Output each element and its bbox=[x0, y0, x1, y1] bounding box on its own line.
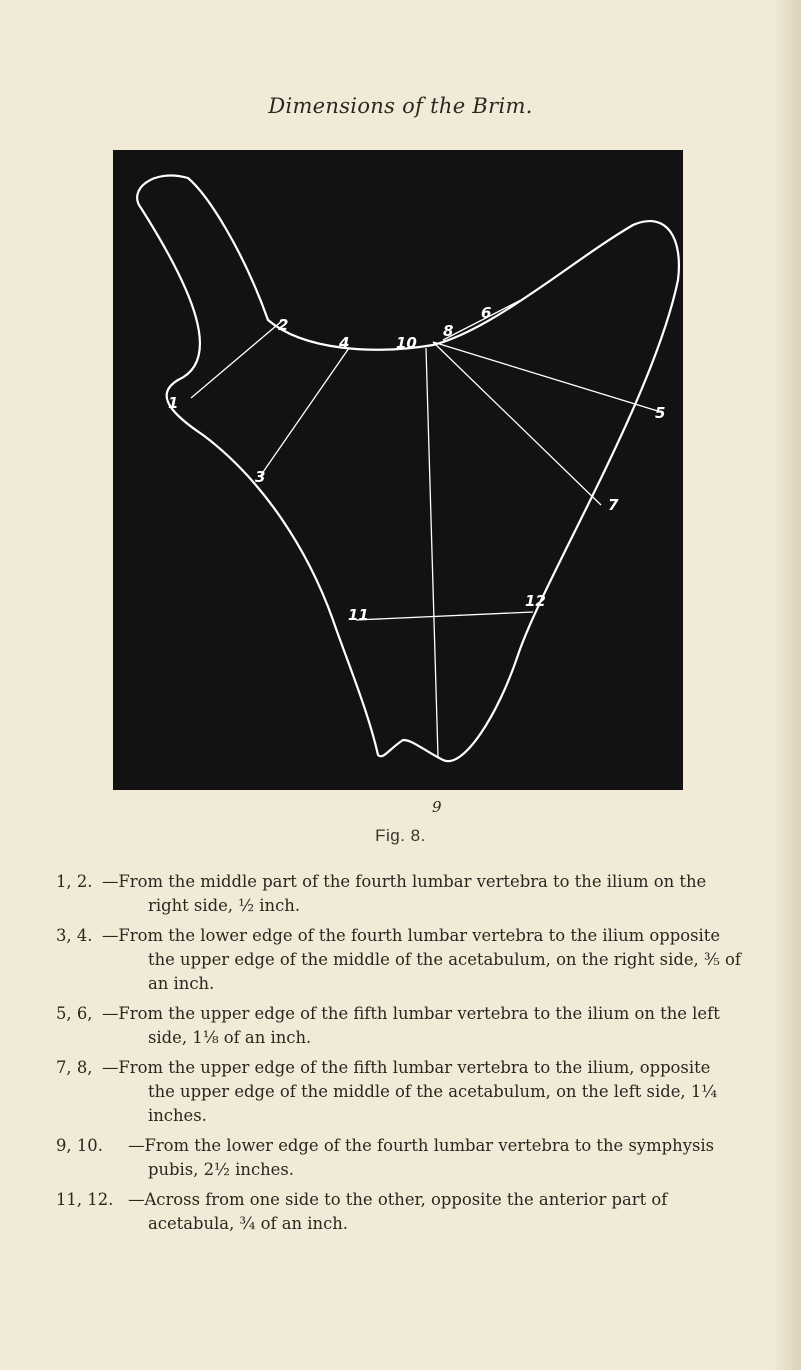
legend-entry: 1, 2. —From the middle part of the fourth lumbar vertebra to the ilium on the right side, ½ inch. bbox=[56, 872, 707, 915]
label-7: 7 bbox=[608, 496, 619, 514]
legend-entry: 7, 8, —From the upper edge of the fifth lumbar vertebra to the ilium, opposite the upper edge of the middle of the acetabulum, on the left side, 1¼ inches. bbox=[56, 1058, 718, 1125]
line-7-8 bbox=[433, 342, 601, 505]
label-6: 6 bbox=[481, 304, 492, 322]
line-11-12 bbox=[356, 612, 533, 620]
label-5: 5 bbox=[655, 404, 666, 422]
entry-text: —From the middle part of the fourth lumbar vertebra to the ilium on the right side, ½ inch. bbox=[102, 872, 707, 915]
pelvic-brim-diagram bbox=[113, 150, 683, 790]
entry-number: 11, 12. bbox=[56, 1190, 114, 1209]
entry-text: —Across from one side to the other, opposite the anterior part of acetabula, ¾ of an inch. bbox=[128, 1190, 668, 1233]
line-1-2 bbox=[191, 320, 283, 398]
label-4: 4 bbox=[339, 334, 350, 352]
entry-text: —From the upper edge of the fifth lumbar vertebra to the ilium, opposite the upper edge of the middle of the acetabulum, on the left side, 1¼ inches. bbox=[102, 1058, 718, 1125]
label-12: 12 bbox=[525, 592, 546, 610]
measurement-lines bbox=[191, 300, 661, 757]
entry-text: —From the lower edge of the fourth lumbar vertebra to the symphysis pubis, 2½ inches. bbox=[128, 1136, 715, 1179]
label-10: 10 bbox=[396, 334, 417, 352]
brim-outline bbox=[137, 175, 679, 761]
label-1: 1 bbox=[168, 394, 179, 412]
entry-text: —From the upper edge of the fifth lumbar vertebra to the ilium on the left side, 1⅛ of an inch. bbox=[102, 1004, 720, 1047]
label-8: 8 bbox=[443, 322, 454, 340]
running-head: Dimensions of the Brim. bbox=[268, 94, 533, 118]
figure-plate bbox=[113, 150, 683, 790]
legend-entry bbox=[56, 1134, 742, 1182]
page-edge-shadow bbox=[773, 0, 801, 1370]
label-11: 11 bbox=[348, 606, 369, 624]
line-9-10 bbox=[426, 348, 438, 757]
entry-number: 9, 10. bbox=[56, 1136, 103, 1155]
entry-text: —From the lower edge of the fourth lumbar vertebra to the ilium opposite the upper edge of the middle of the acetabulum, on the right side, ⅗ of an inch. bbox=[102, 926, 741, 993]
legend-entry: 5, 6, —From the upper edge of the fifth lumbar vertebra to the ilium on the left side, 1⅛ of an inch. bbox=[56, 1004, 720, 1047]
legend-entry: 3, 4. —From the lower edge of the fourth lumbar vertebra to the ilium opposite the upper edge of the middle of the acetabulum, on the right side, ⅗ of an inch. bbox=[56, 926, 741, 993]
line-5-6-b bbox=[433, 342, 661, 412]
line-3-4 bbox=[261, 348, 349, 475]
figure-caption: Fig. 8. bbox=[375, 826, 426, 845]
label-9: 9 bbox=[432, 798, 442, 816]
label-2: 2 bbox=[278, 316, 289, 334]
measurement-legend bbox=[56, 870, 742, 1242]
legend-entry bbox=[56, 1188, 742, 1236]
label-3: 3 bbox=[255, 468, 266, 486]
